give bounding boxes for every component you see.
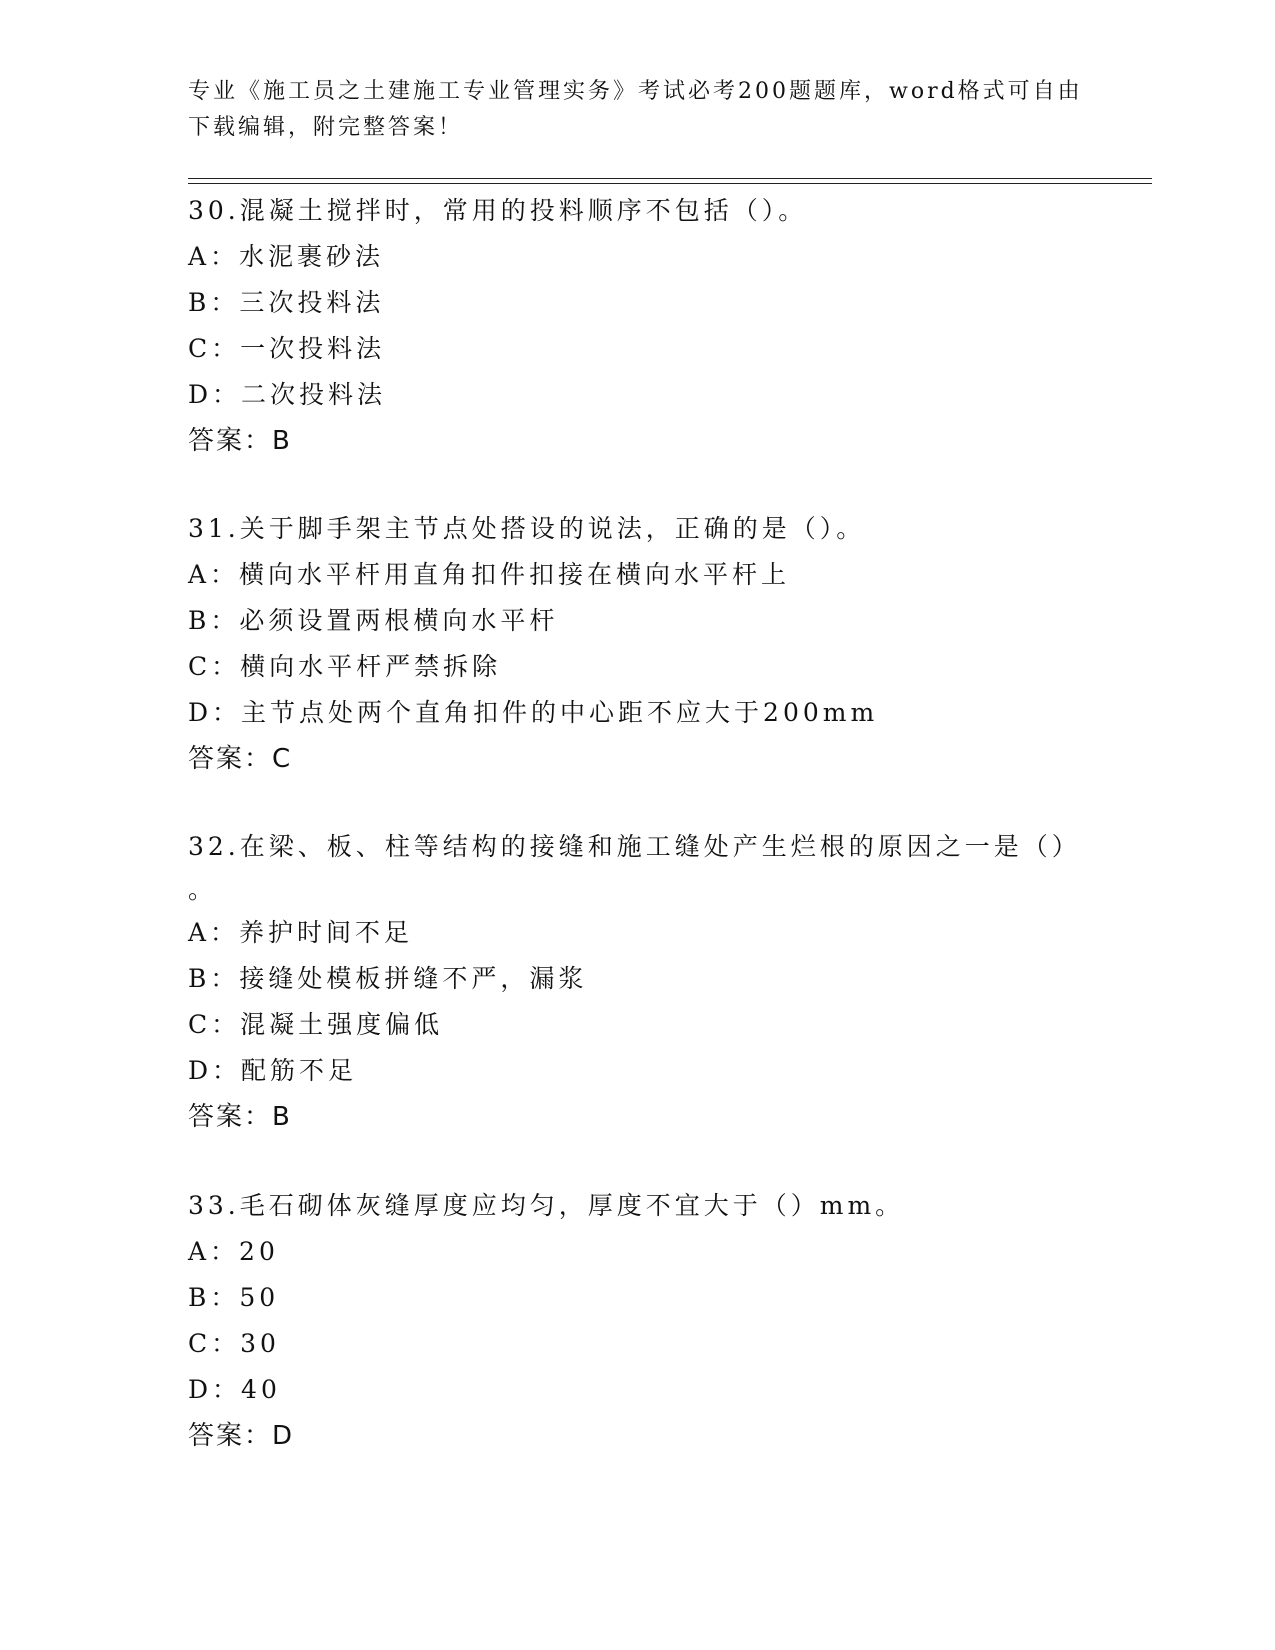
option-c: C：30 bbox=[188, 1329, 280, 1358]
option-b: B：三次投料法 bbox=[188, 288, 385, 317]
option-a: A：横向水平杆用直角扣件扣接在横向水平杆上 bbox=[188, 560, 791, 589]
header-line-1: 专业《施工员之土建施工专业管理实务》考试必考200题题库，word格式可自由 bbox=[188, 79, 1083, 104]
answer: 答案：D bbox=[188, 1421, 295, 1451]
option-b: B：必须设置两根横向水平杆 bbox=[188, 606, 559, 635]
option-d: D：二次投料法 bbox=[188, 380, 387, 409]
answer: 答案：C bbox=[188, 744, 293, 774]
question-stem-continuation: 。 bbox=[188, 875, 218, 904]
question-stem: 30.混凝土搅拌时，常用的投料顺序不包括（）。 bbox=[188, 196, 808, 225]
answer: 答案：B bbox=[188, 426, 292, 456]
option-d: D：主节点处两个直角扣件的中心距不应大于200mm bbox=[188, 698, 879, 727]
option-b: B：接缝处模板拼缝不严，漏浆 bbox=[188, 964, 588, 993]
question-33 bbox=[188, 1183, 1088, 1459]
option-c: C：横向水平杆严禁拆除 bbox=[188, 652, 502, 681]
question-31 bbox=[188, 506, 1088, 782]
option-a: A：20 bbox=[188, 1237, 279, 1266]
option-a: A：养护时间不足 bbox=[188, 918, 414, 947]
question-stem: 31.关于脚手架主节点处搭设的说法，正确的是（）。 bbox=[188, 514, 866, 543]
option-a: A：水泥裹砂法 bbox=[188, 242, 385, 271]
answer: 答案：B bbox=[188, 1102, 292, 1132]
option-c: C：混凝土强度偏低 bbox=[188, 1010, 444, 1039]
option-b: B：50 bbox=[188, 1283, 280, 1312]
question-stem: 32.在梁、板、柱等结构的接缝和施工缝处产生烂根的原因之一是（） bbox=[188, 832, 1081, 861]
option-c: C：一次投料法 bbox=[188, 334, 386, 363]
header-divider-bottom bbox=[188, 183, 1152, 184]
option-d: D：配筋不足 bbox=[188, 1056, 358, 1085]
header-divider-top bbox=[188, 178, 1152, 179]
header-line-2: 下载编辑，附完整答案！ bbox=[188, 115, 464, 140]
question-stem: 33.毛石砌体灰缝厚度应均匀，厚度不宜大于（）mm。 bbox=[188, 1191, 905, 1220]
question-32 bbox=[188, 824, 1088, 1140]
option-d: D：40 bbox=[188, 1375, 281, 1404]
question-30 bbox=[188, 188, 1088, 464]
document-header bbox=[188, 74, 1088, 146]
